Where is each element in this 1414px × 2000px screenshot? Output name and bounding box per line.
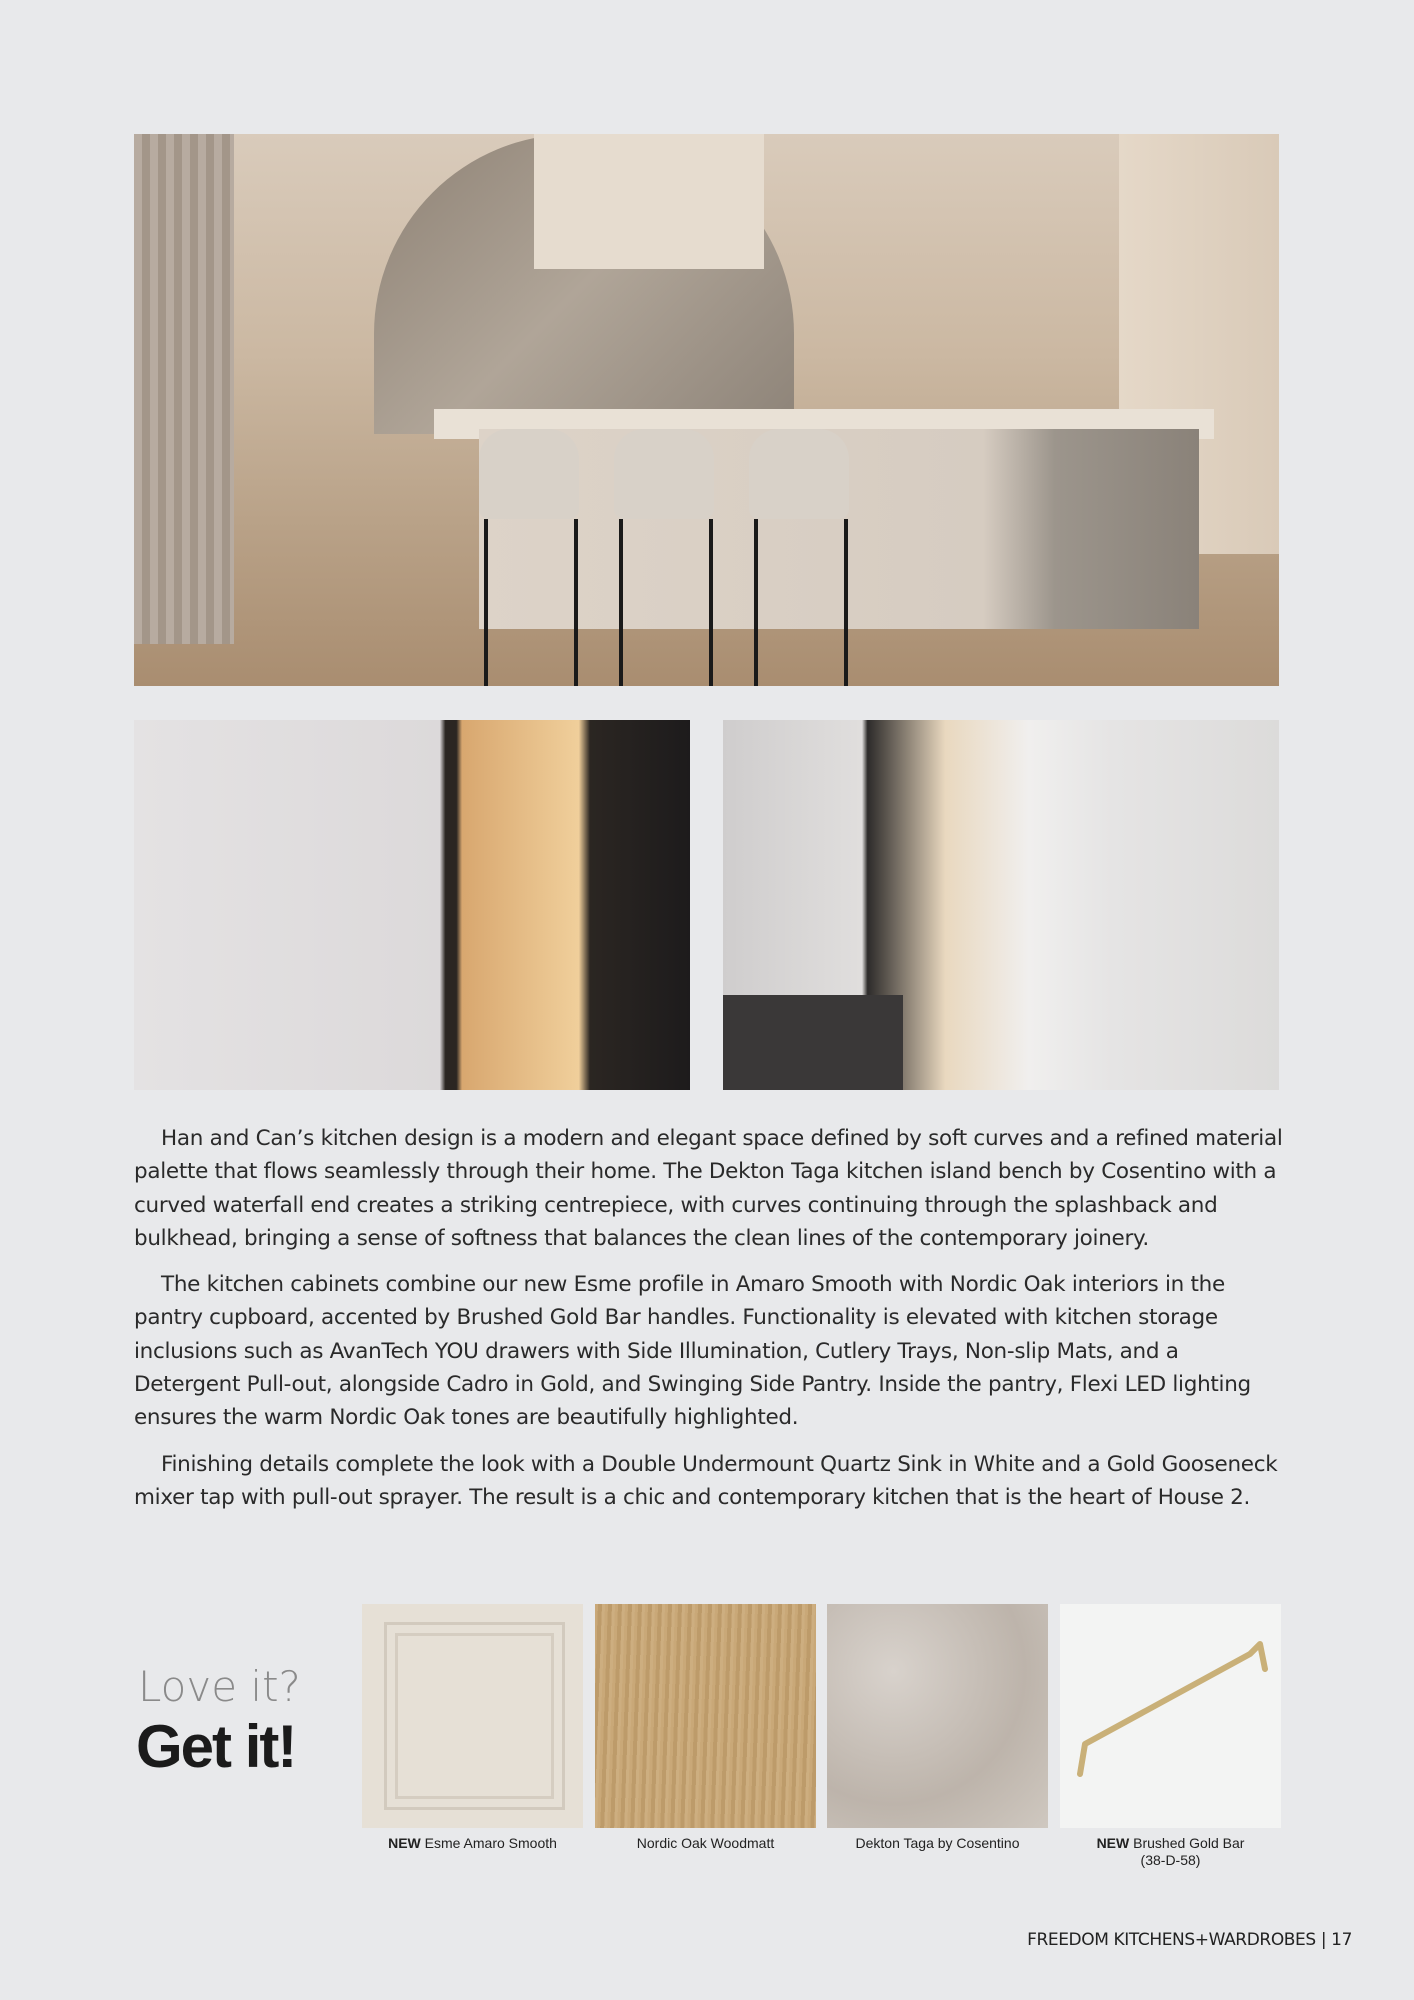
paragraph: Finishing details complete the look with a Double Undermount Quartz Sink in White and a Gold Gooseneck mixer tap with pull-out sprayer. The result is a chic and contemporary kitchen that is the heart of House 2. <box>134 1451 1278 1510</box>
paragraph: The kitchen cabinets combine our new Esme profile in Amaro Smooth with Nordic Oak interiors in the pantry cupboard, accented by Brushed Gold Bar handles. Functionality is elevated with kitchen storage inclusions such as AvanTech YOU drawers with Side Illumination, Cutlery Trays, Non-slip Mats, and a Detergent Pull-out, alongside Cadro in Gold, and Swinging Side Pantry. Inside the pantry, Flexi LED lighting ensures the warm Nordic Oak tones are beautifully highlighted. <box>134 1272 1251 1431</box>
pantry-storage-photo <box>723 720 1279 1090</box>
swatch-nordic-oak <box>595 1604 816 1828</box>
promo-love-it: Love it? <box>138 1662 301 1711</box>
paragraph: Han and Can’s kitchen design is a modern and elegant space defined by soft curves and a refined material palette that flows seamlessly through their home. The Dekton Taga kitchen island bench by Cosentino with a curved waterfall end creates a striking centrepiece, with curves continuing through the splashback and bulkhead, bringing a sense of softness that balances the clean lines of the contemporary joinery. <box>134 1126 1283 1251</box>
swatch-caption: NEW Esme Amaro Smooth <box>388 1835 557 1851</box>
hero-kitchen-photo <box>134 134 1279 686</box>
article-body <box>134 1122 1284 1527</box>
promo-get-it: Get it! <box>136 1713 296 1780</box>
pantry-bar-photo <box>134 720 690 1090</box>
swatch-caption: Nordic Oak Woodmatt <box>636 1835 775 1851</box>
swatch-dekton-taga <box>827 1604 1048 1828</box>
swatch-gold-bar-handle <box>1060 1604 1281 1828</box>
swatch-esme-amaro <box>362 1604 583 1828</box>
swatch-caption: NEW Brushed Gold Bar (38-D-58) <box>1096 1835 1245 1868</box>
page-footer: FREEDOM KITCHENS+WARDROBES | 17 <box>1027 1930 1352 1950</box>
handle-icon <box>1060 1604 1281 1828</box>
swatch-caption: Dekton Taga by Cosentino <box>855 1835 1020 1851</box>
